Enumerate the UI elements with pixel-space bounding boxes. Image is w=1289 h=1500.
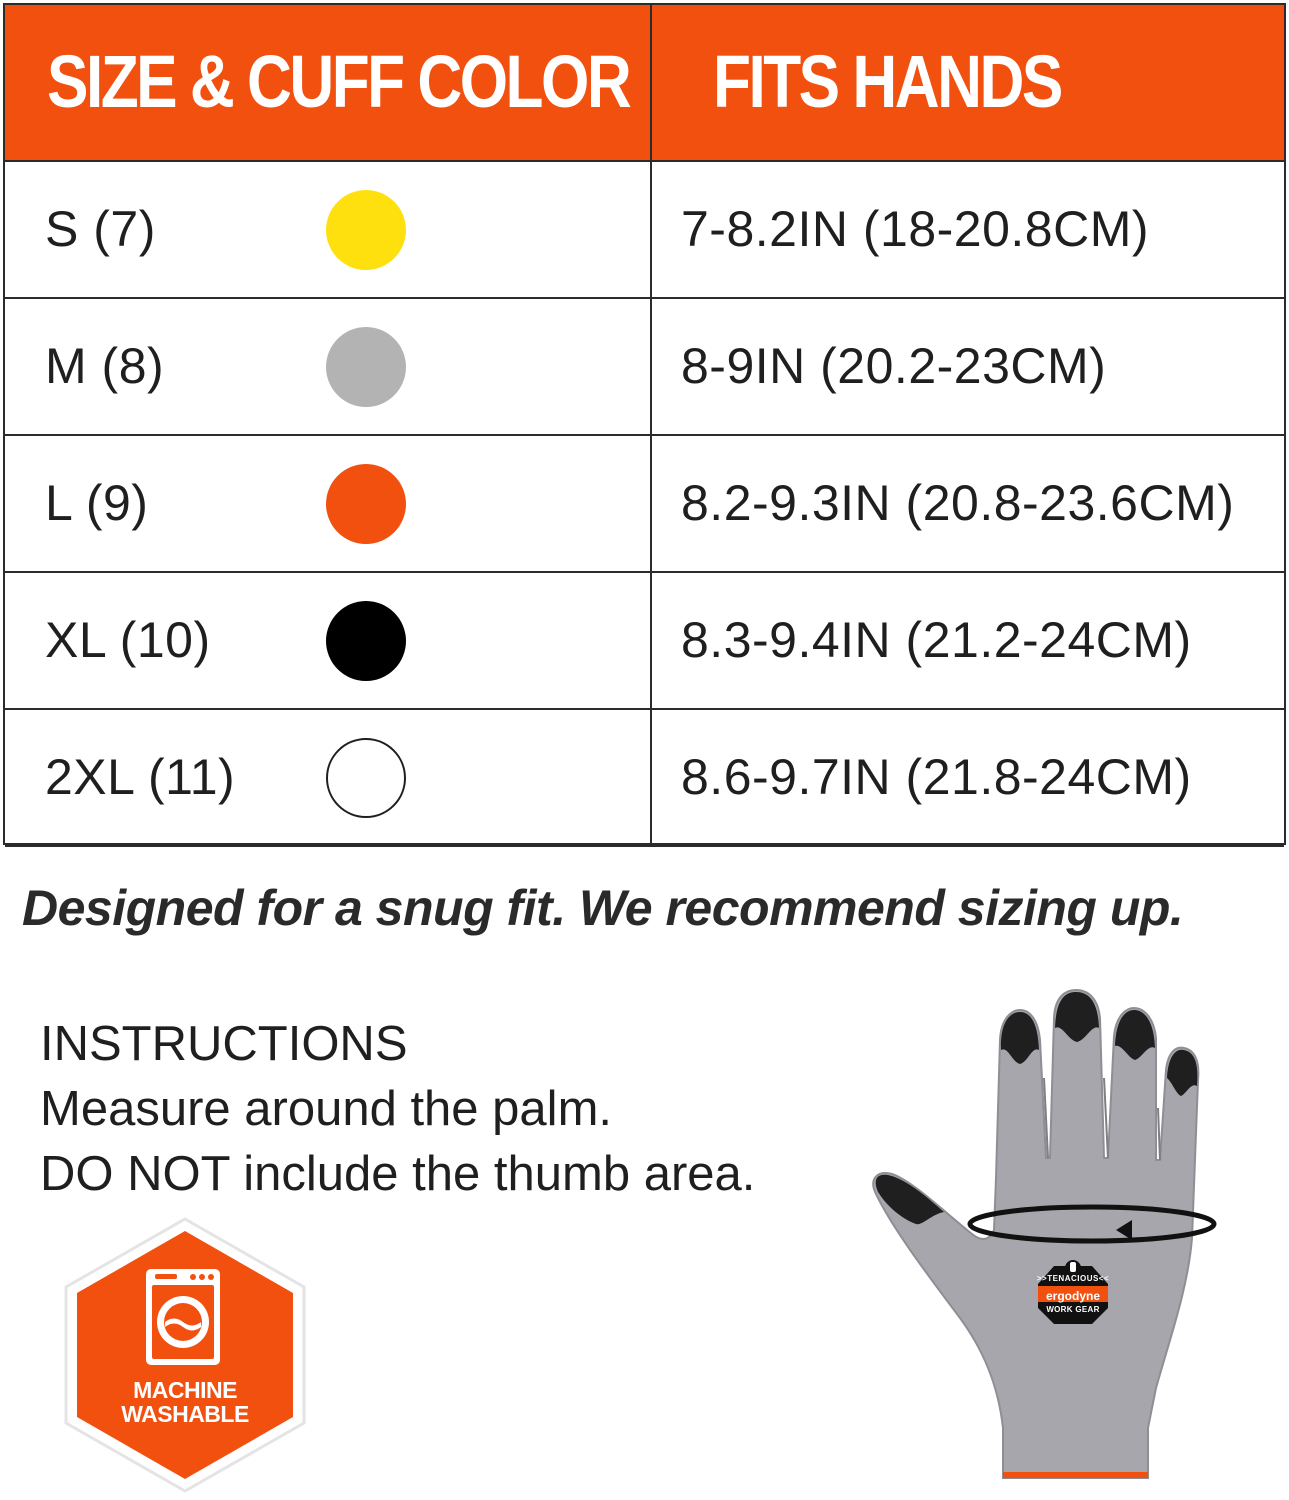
fit-range: 8.6-9.7IN (21.8-24CM) bbox=[681, 749, 1192, 805]
table-row bbox=[5, 299, 1284, 436]
cuff-color-swatch bbox=[326, 601, 406, 681]
cuff-color-swatch bbox=[326, 738, 406, 818]
size-label: L (9) bbox=[45, 475, 149, 531]
fit-column-header: FITS HANDS bbox=[713, 40, 1061, 123]
logo-brand: ergodyne bbox=[1045, 1289, 1100, 1303]
size-label: 2XL (11) bbox=[45, 749, 236, 805]
size-table bbox=[3, 3, 1286, 845]
fit-range: 8.3-9.4IN (21.2-24CM) bbox=[681, 612, 1192, 668]
table-row bbox=[5, 573, 1284, 710]
table-header bbox=[5, 5, 1284, 162]
instructions bbox=[40, 1012, 755, 1207]
instructions-line: Measure around the palm. bbox=[40, 1082, 612, 1136]
fit-range: 7-8.2IN (18-20.8CM) bbox=[681, 201, 1149, 257]
logo-subtitle: WORK GEAR bbox=[1046, 1305, 1100, 1314]
cuff-color-swatch bbox=[326, 327, 406, 407]
ergodyne-logo bbox=[1034, 1256, 1112, 1328]
cuff-color-swatch bbox=[326, 190, 406, 270]
glove-illustration bbox=[870, 988, 1230, 1493]
instructions-line: DO NOT include the thumb area. bbox=[40, 1147, 756, 1201]
size-label: S (7) bbox=[45, 201, 156, 257]
table-row bbox=[5, 162, 1284, 299]
instructions-heading: INSTRUCTIONS bbox=[40, 1017, 408, 1071]
size-label: M (8) bbox=[45, 338, 165, 394]
fit-range: 8-9IN (20.2-23CM) bbox=[681, 338, 1107, 394]
column-divider bbox=[650, 5, 652, 843]
cuff-color-swatch bbox=[326, 464, 406, 544]
fit-note: Designed for a snug fit. We recommend sizing up. bbox=[22, 880, 1184, 936]
glove-icon bbox=[870, 988, 1230, 1493]
badge-label: WASHABLE bbox=[121, 1401, 249, 1427]
size-label: XL (10) bbox=[45, 612, 211, 668]
machine-washable-badge bbox=[60, 1215, 310, 1495]
hexagon-badge-shape bbox=[60, 1215, 310, 1495]
logo-tagline: >>TENACIOUS<< bbox=[1036, 1274, 1110, 1283]
size-column-header: SIZE & CUFF COLOR bbox=[47, 40, 630, 123]
fit-range: 8.2-9.3IN (20.8-23.6CM) bbox=[681, 475, 1235, 531]
washing-machine-icon bbox=[146, 1269, 220, 1365]
table-row bbox=[5, 710, 1284, 847]
badge-label: MACHINE bbox=[133, 1377, 237, 1403]
table-row bbox=[5, 436, 1284, 573]
